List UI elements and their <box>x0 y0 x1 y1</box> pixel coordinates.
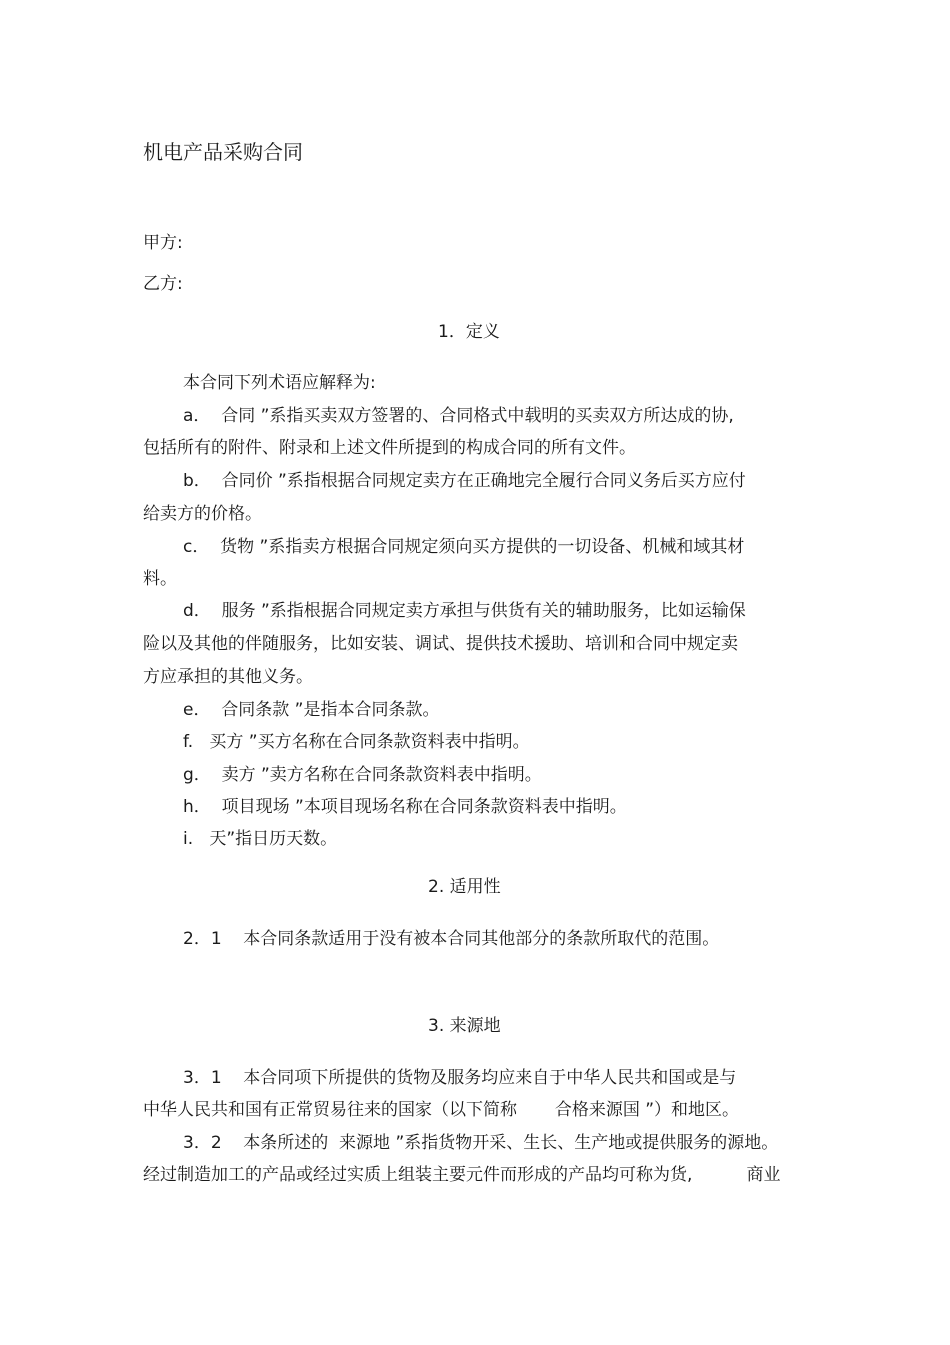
section-3-paragraph-1-line1: 3．1 本合同项下所提供的货物及服务均应来自于中华人民共和国或是与 <box>183 1068 737 1088</box>
definition-g: g． 卖方 ”卖方名称在合同条款资料表中指明。 <box>183 765 542 785</box>
section-1-heading: 1．定义 <box>438 322 500 342</box>
section-2-paragraph-1: 2．1 本合同条款适用于没有被本合同其他部分的条款所取代的范围。 <box>183 929 720 949</box>
definition-b-line1: b． 合同价 ”系指根据合同规定卖方在正确地完全履行合同义务后买方应付 <box>183 471 746 491</box>
definition-b-line2: 给卖方的价格。 <box>143 504 262 524</box>
definition-i: i. 天”指日历天数。 <box>183 829 338 849</box>
definition-d-line1: d． 服务 ”系指根据合同规定卖方承担与供货有关的辅助服务，比如运输保 <box>183 601 746 621</box>
definition-e: e． 合同条款 ”是指本合同条款。 <box>183 700 440 720</box>
section-3-heading: 3. 来源地 <box>428 1016 501 1036</box>
definition-a-line1: a． 合同 ”系指买卖双方签署的、合同格式中载明的买卖双方所达成的协, <box>183 406 734 426</box>
document-title: 机电产品采购合同 <box>143 140 303 164</box>
section-2-heading: 2. 适用性 <box>428 877 501 897</box>
definition-a-line2: 包括所有的附件、附录和上述文件所提到的构成合同的所有文件。 <box>143 438 636 458</box>
section-1-intro: 本合同下列术语应解释为: <box>183 373 376 393</box>
party-a-label: 甲方: <box>143 233 183 253</box>
definition-c-line2: 料。 <box>143 569 177 589</box>
section-3-paragraph-1-line2: 中华人民共和国有正常贸易往来的国家（以下简称 合格来源国 ”）和地区。 <box>143 1100 740 1120</box>
definition-c-line1: c． 货物 ”系指卖方根据合同规定须向买方提供的一切设备、机械和域其材 <box>183 537 745 557</box>
section-3-paragraph-2-line1: 3．2 本条所述的 来源地 ”系指货物开采、生长、生产地或提供服务的源地。 <box>183 1133 779 1153</box>
party-b-label: 乙方: <box>143 274 183 294</box>
definition-d-line2: 险以及其他的伴随服务，比如安装、调试、提供技术援助、培训和合同中规定卖 <box>143 634 738 654</box>
definition-f: f. 买方 ”买方名称在合同条款资料表中指明。 <box>183 732 530 752</box>
definition-h: h． 项目现场 ”本项目现场名称在合同条款资料表中指明。 <box>183 797 627 817</box>
section-3-paragraph-2-line2: 经过制造加工的产品或经过实质上组装主要元件而形成的产品均可称为货, 商业 <box>143 1165 781 1185</box>
definition-d-line3: 方应承担的其他义务。 <box>143 667 313 687</box>
